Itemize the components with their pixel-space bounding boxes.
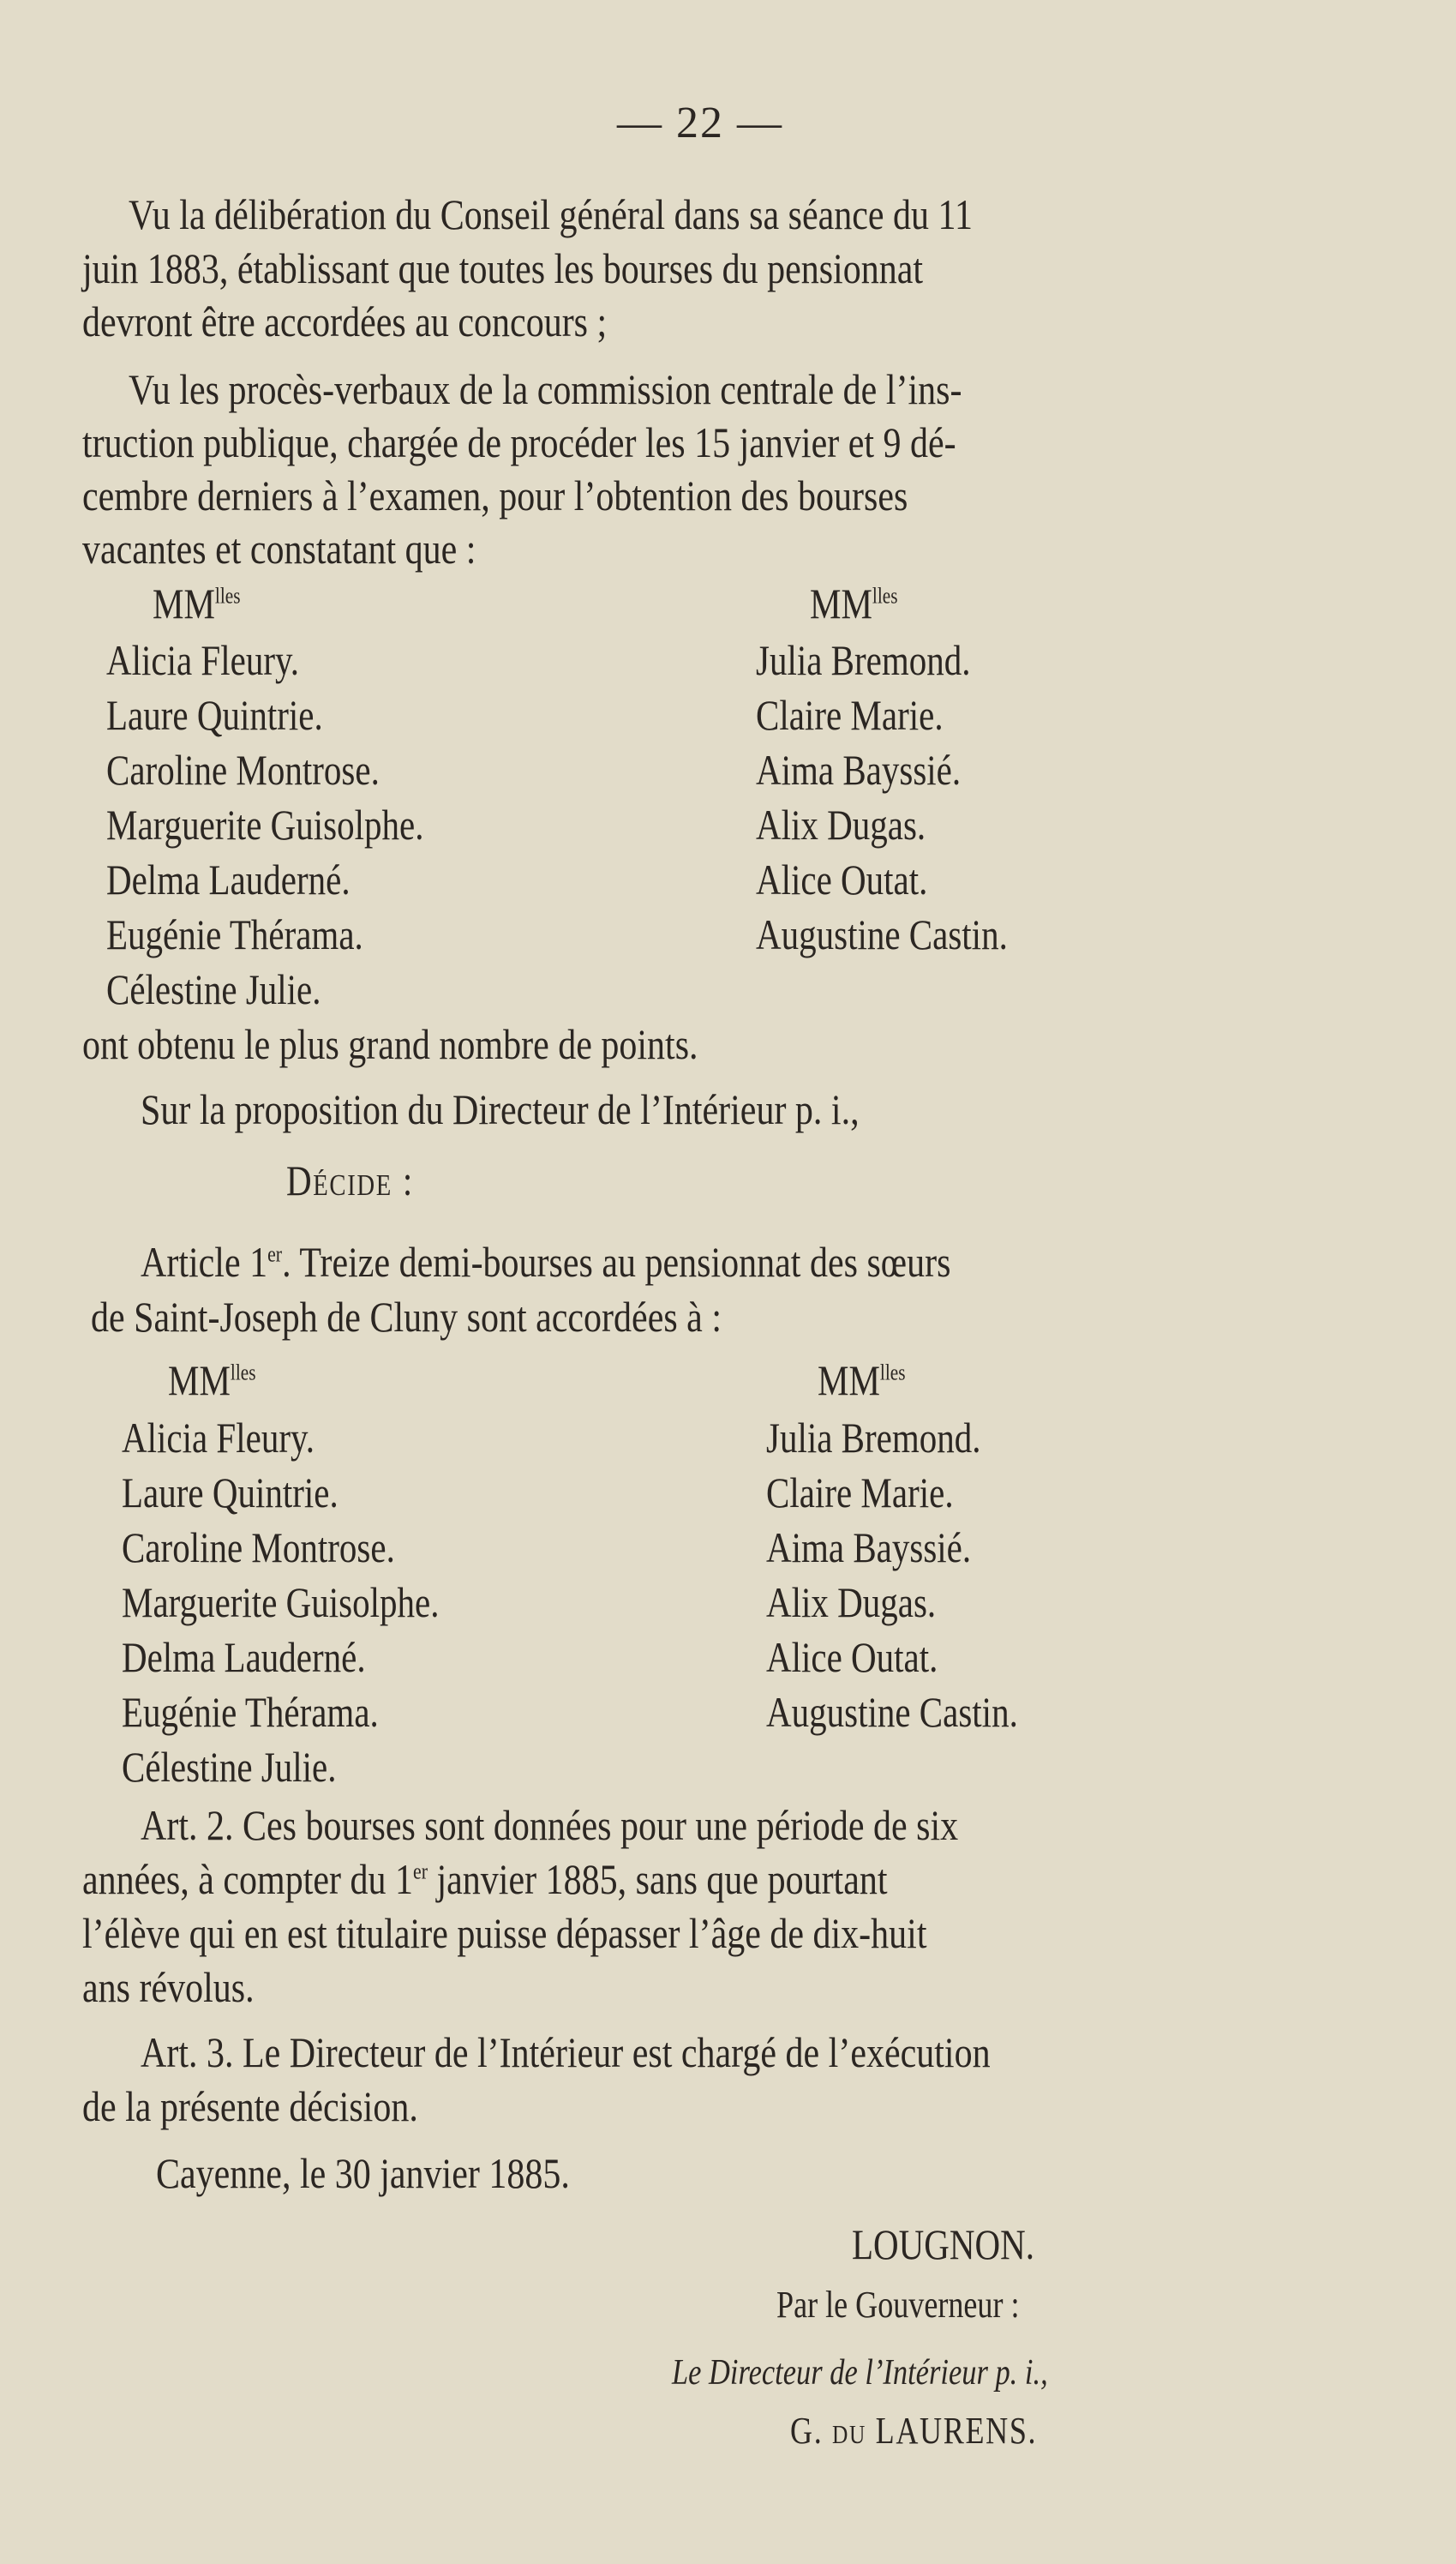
list2-heading-left: [168, 1353, 256, 1408]
list1-left-name: Marguerite Guisolphe.: [106, 801, 424, 849]
list2-heading-left-sup: lles: [230, 1360, 256, 1385]
list1-right-name: Augustine Castin.: [756, 910, 1008, 958]
list1-right-name: Claire Marie.: [756, 691, 944, 739]
list2-right-name: Aima Bayssié.: [766, 1523, 972, 1571]
list1-left-name: Alicia Fleury.: [106, 636, 300, 684]
article1-sup: er: [267, 1241, 283, 1267]
list2-right-name: Alix Dugas.: [766, 1578, 937, 1626]
list1-conclusion: ont obtenu le plus grand nombre de points.: [82, 1020, 698, 1068]
article1-rest: . Treize demi-bourses au pensionnat des sœurs: [282, 1238, 951, 1286]
list2-heading-left-text: MM: [168, 1356, 231, 1404]
signature-by: Par le Gouverneur :: [776, 2284, 1020, 2326]
list2-right-name: Alice Outat.: [766, 1633, 938, 1681]
list1-heading-right: [810, 576, 898, 631]
list1-right-name: Aima Bayssié.: [756, 746, 962, 794]
list1-right-name: Alix Dugas.: [756, 801, 926, 849]
list2-heading-right: [818, 1353, 906, 1408]
article2-line2-sup: er: [413, 1858, 428, 1884]
list2-left-name: Laure Quintrie.: [122, 1468, 339, 1516]
list1-heading-right-sup: lles: [872, 583, 898, 609]
article3-line2: de la présente décision.: [82, 2082, 418, 2130]
list1-left-name: Eugénie Thérama.: [106, 910, 363, 958]
preamble-p2-line1: Vu les procès-verbaux de la commission centrale de l’ins-: [129, 365, 962, 413]
list2-left-name: Célestine Julie.: [122, 1743, 337, 1791]
article1-line2: de Saint-Joseph de Cluny sont accordées à :: [91, 1293, 722, 1341]
list2-right-name: Julia Bremond.: [766, 1414, 981, 1462]
list1-left-name: Caroline Montrose.: [106, 746, 380, 794]
list1-right-name: Alice Outat.: [756, 856, 928, 904]
article1-prefix: Article 1: [141, 1238, 268, 1286]
page-number: — 22 —: [617, 99, 783, 147]
article1-line1: [141, 1234, 950, 1289]
proposition-line: Sur la proposition du Directeur de l’Intérieur p. i.,: [141, 1085, 860, 1133]
preamble-p2-line2: truction publique, chargée de procéder les 15 janvier et 9 dé-: [82, 418, 956, 466]
list2-heading-right-sup: lles: [879, 1360, 906, 1385]
signature-title: Le Directeur de l’Intérieur p. i.,: [672, 2353, 1048, 2393]
list2-left-name: Delma Lauderné.: [122, 1633, 366, 1681]
article2-line2-a: années, à compter du 1: [82, 1855, 414, 1903]
article2-line2: [82, 1852, 888, 1906]
article2-line4: ans révolus.: [82, 1963, 255, 2011]
list2-left-name: Alicia Fleury.: [122, 1414, 315, 1462]
preamble-p1-line1: Vu la délibération du Conseil général dans sa séance du 11: [129, 190, 973, 238]
list2-right-name: Claire Marie.: [766, 1468, 954, 1516]
list1-left-name: Célestine Julie.: [106, 965, 321, 1013]
article2-line2-b: janvier 1885, sans que pourtant: [427, 1855, 888, 1903]
preamble-p2-line4: vacantes et constatant que :: [82, 525, 476, 573]
list2-heading-right-text: MM: [818, 1356, 880, 1404]
list1-heading-left: [153, 576, 241, 631]
list2-left-name: Marguerite Guisolphe.: [122, 1578, 440, 1626]
list1-left-name: Delma Lauderné.: [106, 856, 351, 904]
signature-signer: G. du LAURENS.: [790, 2410, 1038, 2452]
article2-line1: Art. 2. Ces bourses sont données pour une période de six: [141, 1801, 959, 1849]
list1-heading-left-sup: lles: [214, 583, 241, 609]
list1-heading-right-text: MM: [810, 579, 872, 627]
article3-line1: Art. 3. Le Directeur de l’Intérieur est chargé de l’exécution: [141, 2028, 991, 2076]
article2-line3: l’élève qui en est titulaire puisse dépasser l’âge de dix-huit: [82, 1909, 927, 1957]
date-line: Cayenne, le 30 janvier 1885.: [156, 2149, 570, 2197]
list2-left-name: Caroline Montrose.: [122, 1523, 395, 1571]
preamble-p1-line3: devront être accordées au concours ;: [82, 297, 608, 345]
preamble-p2-line3: cembre derniers à l’examen, pour l’obtention des bourses: [82, 471, 908, 519]
list2-right-name: Augustine Castin.: [766, 1688, 1018, 1736]
decide-heading: Décide :: [286, 1156, 414, 1204]
preamble-p1-line2: juin 1883, établissant que toutes les bourses du pensionnat: [82, 244, 924, 292]
signature-name: LOUGNON.: [852, 2220, 1034, 2268]
list1-heading-left-text: MM: [153, 579, 215, 627]
list2-left-name: Eugénie Thérama.: [122, 1688, 379, 1736]
list1-left-name: Laure Quintrie.: [106, 691, 323, 739]
list1-right-name: Julia Bremond.: [756, 636, 971, 684]
